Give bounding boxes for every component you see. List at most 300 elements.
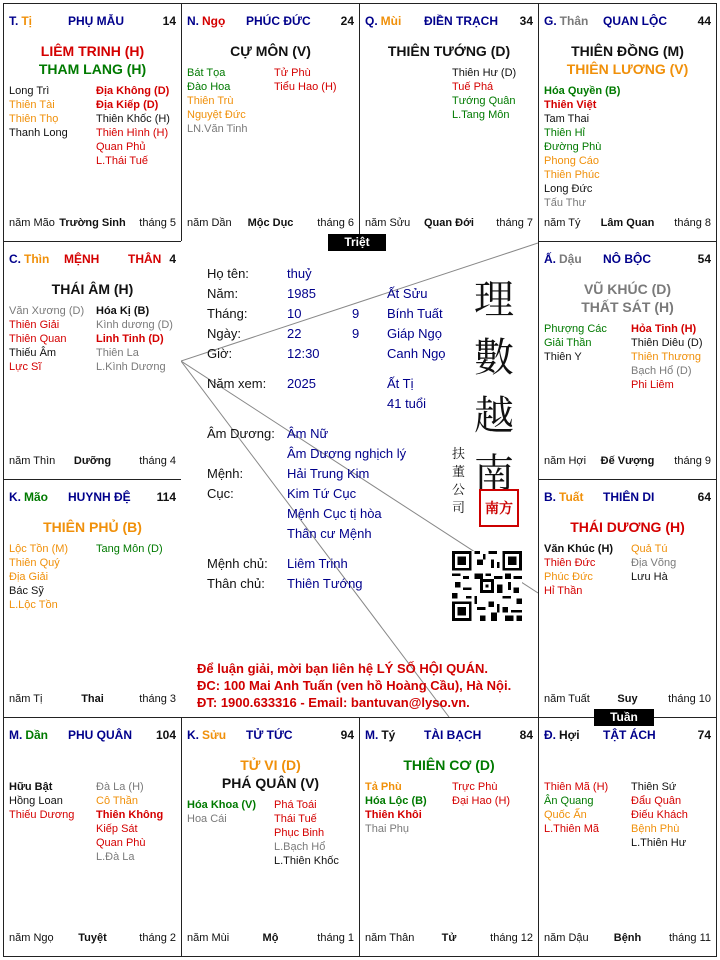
- minor-star: Hóa Lộc (B): [365, 795, 427, 807]
- ngay-am: 9: [352, 326, 360, 341]
- minor-star: Thanh Long: [9, 127, 68, 139]
- palace-number: 94: [340, 728, 354, 742]
- palace-can: N.: [187, 14, 199, 28]
- minor-star: L.Thiên Hư: [631, 837, 687, 849]
- palace-ty[interactable]: [3, 3, 182, 242]
- palace-footer: [544, 932, 711, 946]
- good-stars-column: [544, 84, 620, 210]
- palace-footer: [544, 693, 711, 707]
- main-star: THAM LANG (H): [38, 61, 147, 77]
- minor-star: Hóa Quyền (B): [544, 85, 621, 97]
- palace-chi: Mão: [24, 490, 48, 504]
- palace-year: năm Hợi: [544, 455, 587, 467]
- palace-name: TÀI BẠCH: [424, 728, 482, 742]
- palace-than-marker: THÂN: [128, 252, 162, 266]
- palace-stage: Mộ: [262, 932, 279, 944]
- palace-footer: [365, 932, 533, 946]
- minor-star: Thiên Mã (H): [544, 781, 609, 793]
- palace-header: [187, 728, 354, 744]
- thang-label: Tháng:: [207, 306, 248, 321]
- brand-calligraphy: [469, 271, 519, 503]
- main-stars: [4, 518, 181, 536]
- palace-stage: Tử: [441, 932, 457, 944]
- minor-star: Phong Cáo: [544, 155, 600, 167]
- good-stars-column: [9, 304, 84, 374]
- palace-name: TỬ TỨC: [246, 728, 293, 742]
- nam-xem-label: Năm xem:: [207, 376, 267, 391]
- thang-can-chi: Bính Tuất: [387, 306, 443, 321]
- minor-star: Thiếu Âm: [9, 347, 57, 359]
- minor-star: Quốc Ấn: [544, 809, 587, 821]
- minor-star: Phục Binh: [274, 827, 325, 839]
- palace-mui[interactable]: [359, 3, 539, 242]
- palace-chi: Dậu: [559, 252, 582, 266]
- palace-year: năm Dậu: [544, 932, 589, 944]
- palace-stage: Thai: [81, 693, 104, 705]
- palace-footer: [9, 693, 176, 707]
- thang-value: 10: [287, 306, 302, 321]
- good-stars-column: [187, 798, 256, 826]
- minor-star: L.Thái Tuế: [96, 155, 148, 167]
- palace-can: Đ.: [544, 728, 556, 742]
- minor-star: Bạch Hổ (D): [631, 365, 692, 377]
- palace-stage: Bệnh: [613, 932, 642, 944]
- palace-number: 24: [340, 14, 354, 28]
- main-stars: [182, 756, 359, 792]
- minor-star: Tiểu Hao (H): [274, 81, 337, 93]
- ngay-label: Ngày:: [207, 326, 241, 341]
- minor-star: Đà La (H): [96, 781, 144, 793]
- minor-star: L.Kình Dương: [96, 361, 166, 373]
- palace-footer: [9, 932, 176, 946]
- palace-chi: Dần: [25, 728, 49, 742]
- minor-star: Quan Phủ: [96, 141, 146, 153]
- palace-name: PHÚC ĐỨC: [246, 14, 311, 28]
- minor-star: Bác Sỹ: [9, 585, 44, 597]
- minor-star: Phượng Các: [544, 323, 607, 335]
- minor-star: Lộc Tồn (M): [9, 543, 69, 555]
- palace-chi: Thân: [559, 14, 589, 28]
- main-stars: [539, 42, 716, 78]
- palace-number: 104: [155, 728, 176, 742]
- palace-month: tháng 5: [139, 217, 176, 229]
- main-star: PHÁ QUÂN (V): [221, 775, 320, 791]
- am-duong-note: Âm Dương nghịch lý: [287, 446, 407, 461]
- palace-name: HUYNH ĐỆ: [68, 490, 131, 504]
- palace-header: [9, 728, 176, 744]
- minor-star: Thiên Thọ: [9, 113, 59, 125]
- minor-star: Bệnh Phù: [631, 823, 680, 835]
- minor-star: Địa Kiếp (D): [96, 99, 159, 111]
- palace-month: tháng 10: [668, 693, 711, 705]
- main-star: THIÊN ĐỒNG (M): [571, 43, 684, 59]
- contact-line-3: ĐT: 1900.633316 - Email: bantuvan@lyso.vn.: [197, 695, 470, 710]
- minor-star: Giải Thần: [544, 337, 592, 349]
- palace-month: tháng 8: [674, 217, 711, 229]
- palace-header: [9, 252, 176, 268]
- minor-star: Thiên Tài: [9, 99, 55, 111]
- red-seal: 南方: [479, 489, 519, 527]
- minor-star: Tấu Thư: [544, 197, 587, 209]
- palace-can: Ấ.: [544, 252, 556, 266]
- minor-star: Kiếp Sát: [96, 823, 138, 835]
- palace-footer: [9, 455, 176, 469]
- minor-star: Phá Toái: [274, 799, 317, 811]
- bad-stars-column: [631, 780, 688, 850]
- contact-line-1: Để luận giải, mời bạn liên hệ LÝ SỐ HỘI QUÁN.: [197, 661, 488, 676]
- palace-header: [9, 14, 176, 30]
- minor-star: Linh Tinh (D): [96, 333, 164, 345]
- palace-chi: Hợi: [559, 728, 580, 742]
- palace-month: tháng 2: [139, 932, 176, 944]
- palace-can: B.: [544, 490, 556, 504]
- palace-chi: Tị: [21, 14, 33, 28]
- palace-name: THIÊN DI: [603, 490, 655, 504]
- good-stars-column: [544, 322, 607, 364]
- minor-star: L.Bạch Hổ: [274, 841, 326, 853]
- menh-label: Mệnh:: [207, 466, 244, 481]
- menh-value: Hải Trung Kim: [287, 466, 370, 481]
- palace-year: năm Tị: [9, 693, 43, 705]
- tuoi-value: 41 tuổi: [387, 396, 427, 411]
- good-stars-column: [544, 542, 613, 598]
- minor-star: L.Lộc Tồn: [9, 599, 58, 611]
- palace-footer: [187, 217, 354, 231]
- palace-stage: Mộc Dục: [247, 217, 294, 229]
- bad-stars-column: [274, 798, 339, 868]
- minor-star: Thiên Hỉ: [544, 127, 585, 139]
- palace-footer: [544, 455, 711, 469]
- palace-header: [544, 252, 711, 268]
- palace-name: PHU QUÂN: [68, 728, 133, 742]
- palace-chi: Tý: [381, 728, 396, 742]
- palace-chi: Tuất: [559, 490, 584, 504]
- minor-star: Nguyệt Đức: [187, 109, 246, 121]
- minor-star: Hỏa Tinh (H): [631, 323, 697, 335]
- palace-number: 74: [697, 728, 711, 742]
- main-stars: [360, 756, 538, 774]
- palace-header: [9, 490, 176, 506]
- minor-star: Tuế Phá: [452, 81, 494, 93]
- palace-stage: Dưỡng: [73, 455, 112, 467]
- good-stars-column: [9, 780, 74, 822]
- main-star: THẤT SÁT (H): [581, 299, 674, 315]
- palace-year: năm Thìn: [9, 455, 56, 467]
- brand-side-text: [452, 445, 468, 517]
- palace-name: NÔ BỘC: [603, 252, 651, 266]
- nam-can-chi: Ất Sửu: [387, 286, 428, 301]
- gio-label: Giờ:: [207, 346, 233, 361]
- minor-star: Trực Phù: [452, 781, 498, 793]
- main-star: TỬ VI (D): [240, 757, 301, 773]
- main-star: CỰ MÔN (V): [230, 43, 311, 59]
- minor-star: Thiên Giải: [9, 319, 60, 331]
- than-chu-label: Thân chủ:: [207, 576, 265, 591]
- bad-stars-column: [96, 780, 163, 864]
- minor-star: Quan Phù: [96, 837, 146, 849]
- good-stars-column: [365, 780, 427, 836]
- palace-number: 14: [162, 14, 176, 28]
- minor-star: Thiên Y: [544, 351, 582, 363]
- palace-header: [544, 728, 711, 744]
- palace-name: QUAN LỘC: [603, 14, 667, 28]
- menh-chu-label: Mệnh chủ:: [207, 556, 268, 571]
- palace-name: PHỤ MẪU: [68, 14, 124, 28]
- minor-star: Kình dương (D): [96, 319, 173, 331]
- minor-star: Văn Khúc (H): [544, 543, 614, 555]
- main-star: VŨ KHÚC (D): [583, 281, 672, 297]
- palace-header: [544, 490, 711, 506]
- minor-star: Thiên Quan: [9, 333, 67, 345]
- palace-month: tháng 12: [490, 932, 533, 944]
- palace-month: tháng 7: [496, 217, 533, 229]
- bad-stars-column: [631, 542, 676, 584]
- minor-star: Ân Quang: [544, 795, 594, 807]
- gio-value: 12:30: [287, 346, 320, 361]
- palace-suu[interactable]: [181, 717, 360, 957]
- minor-star: Quả Tú: [631, 543, 668, 555]
- minor-star: Đường Phù: [544, 141, 602, 153]
- brand-char: 數: [474, 335, 514, 381]
- palace-number: 34: [519, 14, 533, 28]
- palace-name: ĐIỀN TRẠCH: [424, 14, 498, 28]
- minor-star: Tam Thai: [544, 113, 590, 125]
- minor-star: Hữu Bật: [9, 781, 53, 793]
- am-duong-value: Âm Nữ: [287, 426, 329, 441]
- minor-star: Địa Võng: [631, 557, 677, 569]
- nam-xem-can-chi: Ất Tị: [387, 376, 414, 391]
- palace-month: tháng 9: [674, 455, 711, 467]
- palace-stage: Đế Vượng: [600, 455, 655, 467]
- palace-year: năm Dần: [187, 217, 232, 229]
- triet-banner: Triệt: [328, 234, 386, 251]
- brand-char: 越: [474, 393, 514, 439]
- minor-star: Đại Hao (H): [452, 795, 511, 807]
- nam-label: Năm:: [207, 286, 239, 301]
- main-stars: [539, 280, 716, 316]
- main-stars: [4, 42, 181, 78]
- palace-name: TẬT ÁCH: [603, 728, 656, 742]
- palace-mao[interactable]: [3, 479, 182, 718]
- palace-header: [187, 14, 354, 30]
- minor-star: Thiếu Dương: [9, 809, 75, 821]
- palace-year: năm Mùi: [187, 932, 230, 944]
- brand-char: 理: [474, 277, 514, 323]
- minor-star: Cô Thần: [96, 795, 138, 807]
- minor-star: Tả Phù: [365, 781, 402, 793]
- palace-chi: Ngọ: [202, 14, 226, 28]
- minor-star: Đẩu Quân: [631, 795, 682, 807]
- palace-number: 44: [697, 14, 711, 28]
- palace-stage: Trường Sinh: [59, 217, 126, 229]
- cuc-label: Cục:: [207, 486, 234, 501]
- palace-month: tháng 11: [668, 932, 711, 944]
- minor-star: Văn Xương (D): [9, 305, 85, 317]
- minor-star: Long Trì: [9, 85, 50, 97]
- good-stars-column: [187, 66, 248, 136]
- minor-star: Điếu Khách: [631, 809, 688, 821]
- palace-year: năm Thân: [365, 932, 415, 944]
- palace-year: năm Tý: [544, 217, 581, 229]
- minor-star: Thiên Việt: [544, 99, 597, 111]
- ngay-value: 22: [287, 326, 302, 341]
- palace-tuat[interactable]: [538, 479, 717, 718]
- palace-can: Q.: [365, 14, 378, 28]
- palace-year: năm Ngọ: [9, 932, 54, 944]
- bad-stars-column: [631, 322, 703, 392]
- minor-star: Bát Tọa: [187, 67, 226, 79]
- palace-footer: [365, 217, 533, 231]
- minor-star: LN.Văn Tinh: [187, 123, 248, 135]
- minor-star: Hóa Khoa (V): [187, 799, 257, 811]
- minor-star: Hỉ Thần: [544, 585, 583, 597]
- minor-star: Địa Không (D): [96, 85, 170, 97]
- contact-line-2: ĐC: 100 Mai Anh Tuấn (ven hồ Hoàng Cầu), Hà Nội.: [197, 678, 512, 693]
- bad-stars-column: [452, 66, 516, 122]
- main-star: LIÊM TRINH (H): [40, 43, 145, 59]
- palace-than[interactable]: [538, 3, 717, 242]
- minor-star: Thiên Khốc (H): [96, 113, 170, 125]
- nam-value: 1985: [287, 286, 316, 301]
- palace-can: K.: [9, 490, 21, 504]
- gio-can-chi: Canh Ngọ: [387, 346, 446, 361]
- minor-star: Thiên Diêu (D): [631, 337, 703, 349]
- good-stars-column: [544, 780, 608, 836]
- minor-star: Thiên Đức: [544, 557, 596, 569]
- palace-number: 84: [519, 728, 533, 742]
- tuan-banner: Tuần: [594, 709, 654, 726]
- minor-star: Thái Tuế: [274, 813, 317, 825]
- palace-month: tháng 4: [139, 455, 176, 467]
- minor-star: Thiên Thương: [631, 351, 702, 363]
- palace-header: [544, 14, 711, 30]
- minor-star: Tướng Quân: [452, 95, 516, 107]
- minor-star: L.Thiên Khốc: [274, 855, 339, 867]
- brand-side-char: 扶: [452, 446, 466, 461]
- palace-month: tháng 3: [139, 693, 176, 705]
- ngay-can-chi: Giáp Ngọ: [387, 326, 442, 341]
- palace-year: năm Tuất: [544, 693, 590, 705]
- palace-ngo[interactable]: [181, 3, 360, 242]
- menh-chu-value: Liêm Trinh: [287, 556, 348, 571]
- palace-header: [365, 728, 533, 744]
- palace-stage: Tuyệt: [78, 932, 107, 944]
- minor-star: Đào Hoa: [187, 81, 231, 93]
- cuc-note-2: Thân cư Mệnh: [287, 526, 372, 541]
- minor-star: Thai Phụ: [365, 823, 410, 835]
- main-star: THIÊN LƯƠNG (V): [566, 61, 689, 77]
- brand-char: 南: [474, 451, 514, 497]
- minor-star: Phúc Đức: [544, 571, 593, 583]
- minor-star: Thiên Hình (H): [96, 127, 169, 139]
- palace-can: M.: [9, 728, 23, 742]
- main-star: THIÊN PHỦ (B): [43, 519, 142, 535]
- palace-footer: [187, 932, 354, 946]
- bad-stars-column: [452, 780, 510, 808]
- minor-star: Hoa Cái: [187, 813, 227, 825]
- main-star: THÁI ÂM (H): [51, 281, 134, 297]
- minor-star: Hóa Kị (B): [96, 305, 150, 317]
- brand-side-char: 公: [452, 482, 466, 497]
- am-duong-label: Âm Dương:: [207, 426, 275, 441]
- palace-name: MỆNH: [64, 252, 100, 266]
- minor-star: L.Tang Môn: [452, 109, 510, 121]
- palace-month: tháng 6: [317, 217, 354, 229]
- minor-star: Thiên Hư (D): [452, 67, 517, 79]
- palace-year: năm Sửu: [365, 217, 411, 229]
- minor-star: L.Thiên Mã: [544, 823, 600, 835]
- palace-can: T.: [9, 14, 19, 28]
- bad-stars-column: [96, 84, 170, 168]
- palace-can: M.: [365, 728, 379, 742]
- bad-stars-column: [274, 66, 337, 94]
- minor-star: Tử Phù: [274, 67, 311, 79]
- ho-ten-value: thuỷ: [287, 266, 312, 281]
- palace-hoi[interactable]: [538, 717, 717, 957]
- minor-star: Thiên La: [96, 347, 139, 359]
- palace-month: tháng 1: [317, 932, 354, 944]
- minor-star: L.Đà La: [96, 851, 135, 863]
- minor-star: Tang Môn (D): [96, 543, 163, 555]
- brand-side-char: 董: [452, 464, 466, 479]
- minor-star: Thiên Sứ: [631, 781, 677, 793]
- minor-star: Thiên Không: [96, 809, 164, 821]
- good-stars-column: [9, 542, 68, 612]
- palace-thin[interactable]: [3, 241, 182, 480]
- main-star: THIÊN TƯỚNG (D): [387, 43, 511, 59]
- main-star: THÁI DƯƠNG (H): [570, 519, 685, 535]
- palace-can: C.: [9, 252, 21, 266]
- minor-star: Thiên Trù: [187, 95, 234, 107]
- main-stars: [182, 42, 359, 60]
- palace-number: 64: [697, 490, 711, 504]
- bad-stars-column: [96, 304, 173, 374]
- palace-can: G.: [544, 14, 557, 28]
- palace-chi: Thìn: [24, 252, 50, 266]
- center-info-panel: [181, 241, 538, 717]
- palace-number: 54: [697, 252, 711, 266]
- nam-xem-value: 2025: [287, 376, 316, 391]
- good-stars-column: [9, 84, 68, 140]
- thang-am: 9: [352, 306, 360, 321]
- palace-dan[interactable]: [3, 717, 182, 957]
- cuc-note-1: Mệnh Cục tị hòa: [287, 506, 382, 521]
- palace-number: 114: [156, 490, 176, 504]
- than-chu-value: Thiên Tướng: [287, 576, 363, 591]
- palace-ty2[interactable]: [359, 717, 539, 957]
- palace-year: năm Mão: [9, 217, 55, 229]
- ho-ten-label: Họ tên:: [207, 266, 249, 281]
- main-stars: [360, 42, 538, 60]
- minor-star: Lưu Hà: [631, 571, 668, 583]
- palace-can: K.: [187, 728, 199, 742]
- palace-number: 4: [169, 252, 176, 266]
- minor-star: Hồng Loan: [9, 795, 63, 807]
- palace-stage: Lâm Quan: [600, 217, 655, 229]
- minor-star: Địa Giải: [9, 571, 49, 583]
- qr-code-icon[interactable]: [452, 551, 522, 621]
- bad-stars-column: [96, 542, 163, 556]
- minor-star: Phi Liêm: [631, 379, 674, 391]
- palace-dau[interactable]: [538, 241, 717, 480]
- palace-stage: Suy: [617, 693, 638, 705]
- minor-star: Lực Sĩ: [9, 361, 42, 373]
- cuc-value: Kim Tứ Cục: [287, 486, 357, 501]
- palace-header: [365, 14, 533, 30]
- palace-footer: [544, 217, 711, 231]
- minor-star: Thiên Phúc: [544, 169, 600, 181]
- horoscope-chart: [3, 3, 717, 957]
